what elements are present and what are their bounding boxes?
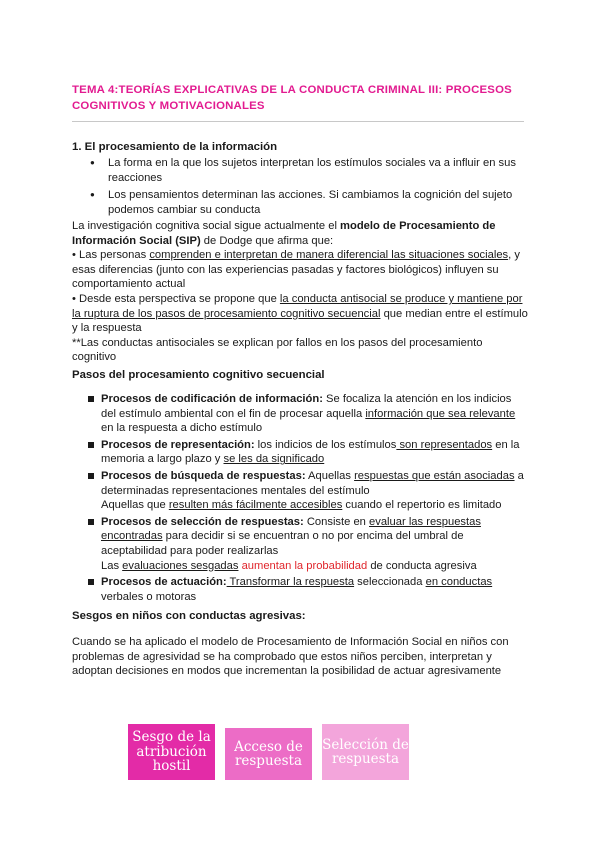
section-heading-biases: Sesgos en niños con conductas agresivas: — [72, 610, 306, 622]
section-heading-processing: 1. El procesamiento de la información — [72, 141, 278, 153]
diagram-box-hostile-attribution: Sesgo de la atribución hostil — [128, 724, 215, 780]
section-heading-steps: Pasos del procesamiento cognitivo secuencial — [72, 369, 325, 381]
steps-list — [88, 392, 528, 606]
step-search: Procesos de búsqueda de respuestas: Aquellas respuestas que están asociadas a determinadas representaciones mentales del estímulo Aquellas que resulten más fácilmente accesibles cuando el repertorio es limitado — [88, 469, 528, 513]
list-item: ● Los pensamientos determinan las acciones. Si cambiamos la cognición del sujeto podemos cambiar su conducta — [90, 188, 530, 217]
step-selection: Procesos de selección de respuestas: Consiste en evaluar las respuestas encontradas para decidir si se encuentran o no por encima del umbral de aceptabilidad para poder realizarlas Las evaluaciones sesgadas aumentan la probabilidad de conducta agresiva — [88, 515, 528, 573]
biases-paragraph: Cuando se ha aplicado el modelo de Procesamiento de Información Social en niños con problemas de agresividad se ha comprobado que estos niños perciben, interpretan y adoptan decisiones en modos que incrementan la posibilidad de actuar agresivamente — [72, 636, 509, 678]
step-representation: Procesos de representación: los indicios de los estímulos son representados en la memoria a largo plazo y se les da significado — [88, 438, 528, 467]
list-item: ● La forma en la que los sujetos interpretan los estímulos sociales va a influir en sus reacciones — [90, 156, 530, 185]
diagram-box-response-access: Acceso de respuesta — [225, 728, 312, 780]
page-title: TEMA 4:TEORÍAS EXPLICATIVAS DE LA CONDUCTA CRIMINAL III: PROCESOS COGNITIVOS Y MOTIVACIONALES — [72, 84, 512, 112]
sip-note: **Las conductas antisociales se explican por fallos en los pasos del procesamiento cognitivo — [72, 336, 483, 364]
sip-intro — [72, 219, 528, 365]
processing-bullet-list — [90, 156, 530, 220]
title-divider — [72, 121, 524, 122]
sip-paragraph: • Las personas comprenden e interpretan de manera diferencial las situaciones sociales, y esas diferencias (junto con las experiencias pasadas y factores biológicos) influyen su comportamiento actual — [72, 249, 520, 291]
sip-paragraph: La investigación cognitiva social sigue actualmente el modelo de Procesamiento de Información Social (SIP) de Dodge que afirma que: — [72, 220, 496, 247]
step-encoding: Procesos de codificación de información: Se focaliza la atención en los indicios del estímulo ambiental con el fin de procesar aquella información que sea relevante en la respuesta a dicho estímulo — [88, 392, 528, 436]
diagram-box-response-selection: Selección de respuesta — [322, 724, 409, 780]
step-action: Procesos de actuación: Transformar la respuesta seleccionada en conductas verbales o motoras — [88, 575, 528, 604]
sip-paragraph: • Desde esta perspectiva se propone que la conducta antisocial se produce y mantiene por la ruptura de los pasos de procesamiento cognitivo secuencial que median entre el estímulo y la respuesta — [72, 292, 528, 335]
